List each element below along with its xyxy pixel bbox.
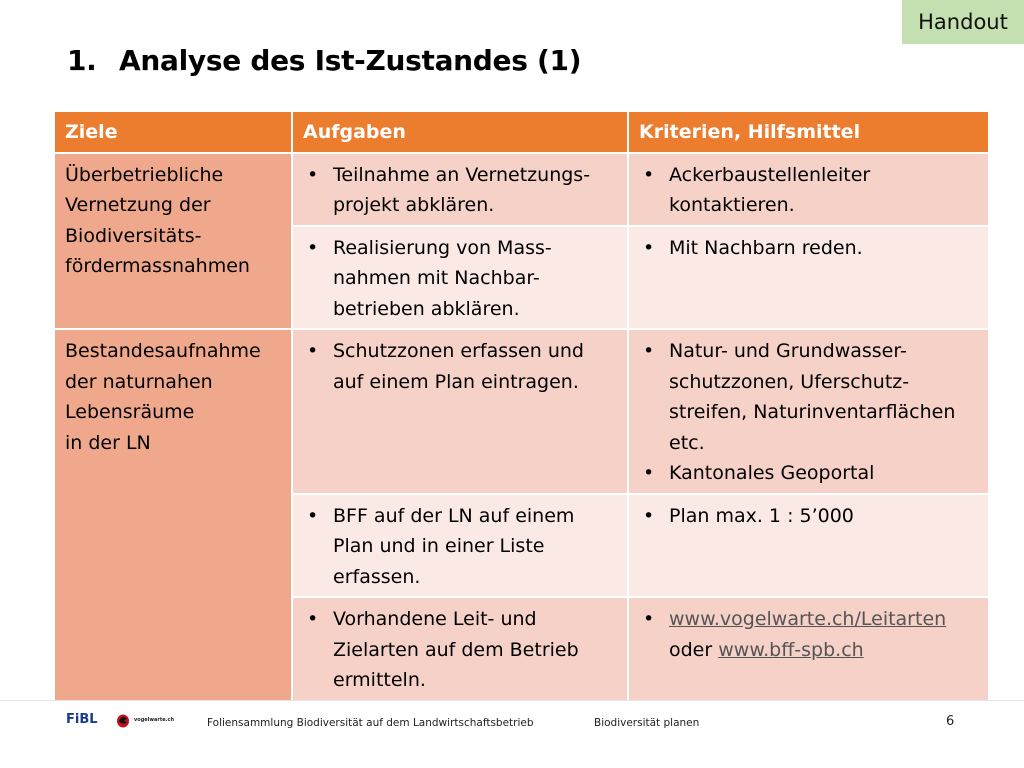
kriterien-item: • Kantonales Geoportal <box>639 458 978 489</box>
footer-section-title: Biodiversität planen <box>594 717 700 729</box>
ziel-cell-bestandesaufnahme <box>54 329 292 701</box>
ziel-line: Vernetzung der <box>65 194 211 216</box>
aufgaben-cell <box>292 329 628 494</box>
ziel-cell-vernetzung <box>54 153 292 330</box>
kriterien-item: • Ackerbaustellenleiter kontaktieren. <box>639 160 978 221</box>
header-kriterien: Kriterien, Hilfsmittel <box>628 111 989 153</box>
fibl-logo: FiBL <box>66 712 98 727</box>
table-row <box>54 153 989 226</box>
kriterien-cell <box>628 153 989 226</box>
kriterien-cell <box>628 494 989 598</box>
ziel-line: Lebensräume <box>65 401 195 423</box>
aufgaben-item: • Realisierung von Mass- nahmen mit Nachbar- betrieben abklären. <box>303 233 617 325</box>
header-ziele: Ziele <box>54 111 292 153</box>
kriterien-cell <box>628 329 989 494</box>
header-aufgaben: Aufgaben <box>292 111 628 153</box>
ziel-line: der naturnahen <box>65 370 213 393</box>
link-vogelwarte-leitarten[interactable]: www.vogelwarte.ch/Leitarten <box>669 608 947 630</box>
analysis-table <box>53 110 990 702</box>
aufgaben-item: • BFF auf der LN auf einem Plan und in einer Liste erfassen. <box>303 501 617 593</box>
handout-badge: Handout <box>902 0 1024 44</box>
kriterien-cell <box>628 226 989 330</box>
page-number: 6 <box>946 714 955 729</box>
ziel-line: Bestandesaufnahme <box>65 340 261 362</box>
kriterien-item: • Natur- und Grundwasser- schutzzonen, Uferschutz- streifen, Naturinventarflächen etc. <box>639 336 978 458</box>
ziel-line: Biodiversitäts- <box>65 224 202 247</box>
aufgaben-item: • Schutzzonen erfassen und auf einem Plan eintragen. <box>303 336 617 397</box>
title-number: 1. <box>67 44 97 77</box>
link-connector: oder <box>669 638 713 661</box>
table-row <box>54 329 989 494</box>
link-bff-spb[interactable]: www.bff-spb.ch <box>718 638 864 661</box>
page-title <box>67 44 581 77</box>
footer-divider <box>0 700 1024 701</box>
ziel-line: in der LN <box>65 431 151 454</box>
vogelwarte-logo-text: vogelwarte.ch <box>134 717 175 723</box>
ziel-line: Überbetriebliche <box>65 163 224 186</box>
aufgaben-cell <box>292 153 628 226</box>
kriterien-item <box>639 604 978 665</box>
ziel-line: fördermassnahmen <box>65 255 250 277</box>
table-header-row <box>54 111 989 153</box>
title-text: Analyse des Ist-Zustandes (1) <box>119 44 582 77</box>
aufgaben-item: • Teilnahme an Vernetzungs- projekt abklären. <box>303 160 617 221</box>
footer-collection-title: Foliensammlung Biodiversität auf dem Landwirtschaftsbetrieb <box>207 717 534 729</box>
aufgaben-item: • Vorhandene Leit- und Zielarten auf dem Betrieb ermitteln. <box>303 604 617 696</box>
aufgaben-cell <box>292 597 628 701</box>
kriterien-cell <box>628 597 989 701</box>
aufgaben-cell <box>292 494 628 598</box>
kriterien-item: • Mit Nachbarn reden. <box>639 233 978 264</box>
kriterien-item: • Plan max. 1 : 5’000 <box>639 501 978 532</box>
vogelwarte-bird-icon <box>116 712 130 728</box>
aufgaben-cell <box>292 226 628 330</box>
